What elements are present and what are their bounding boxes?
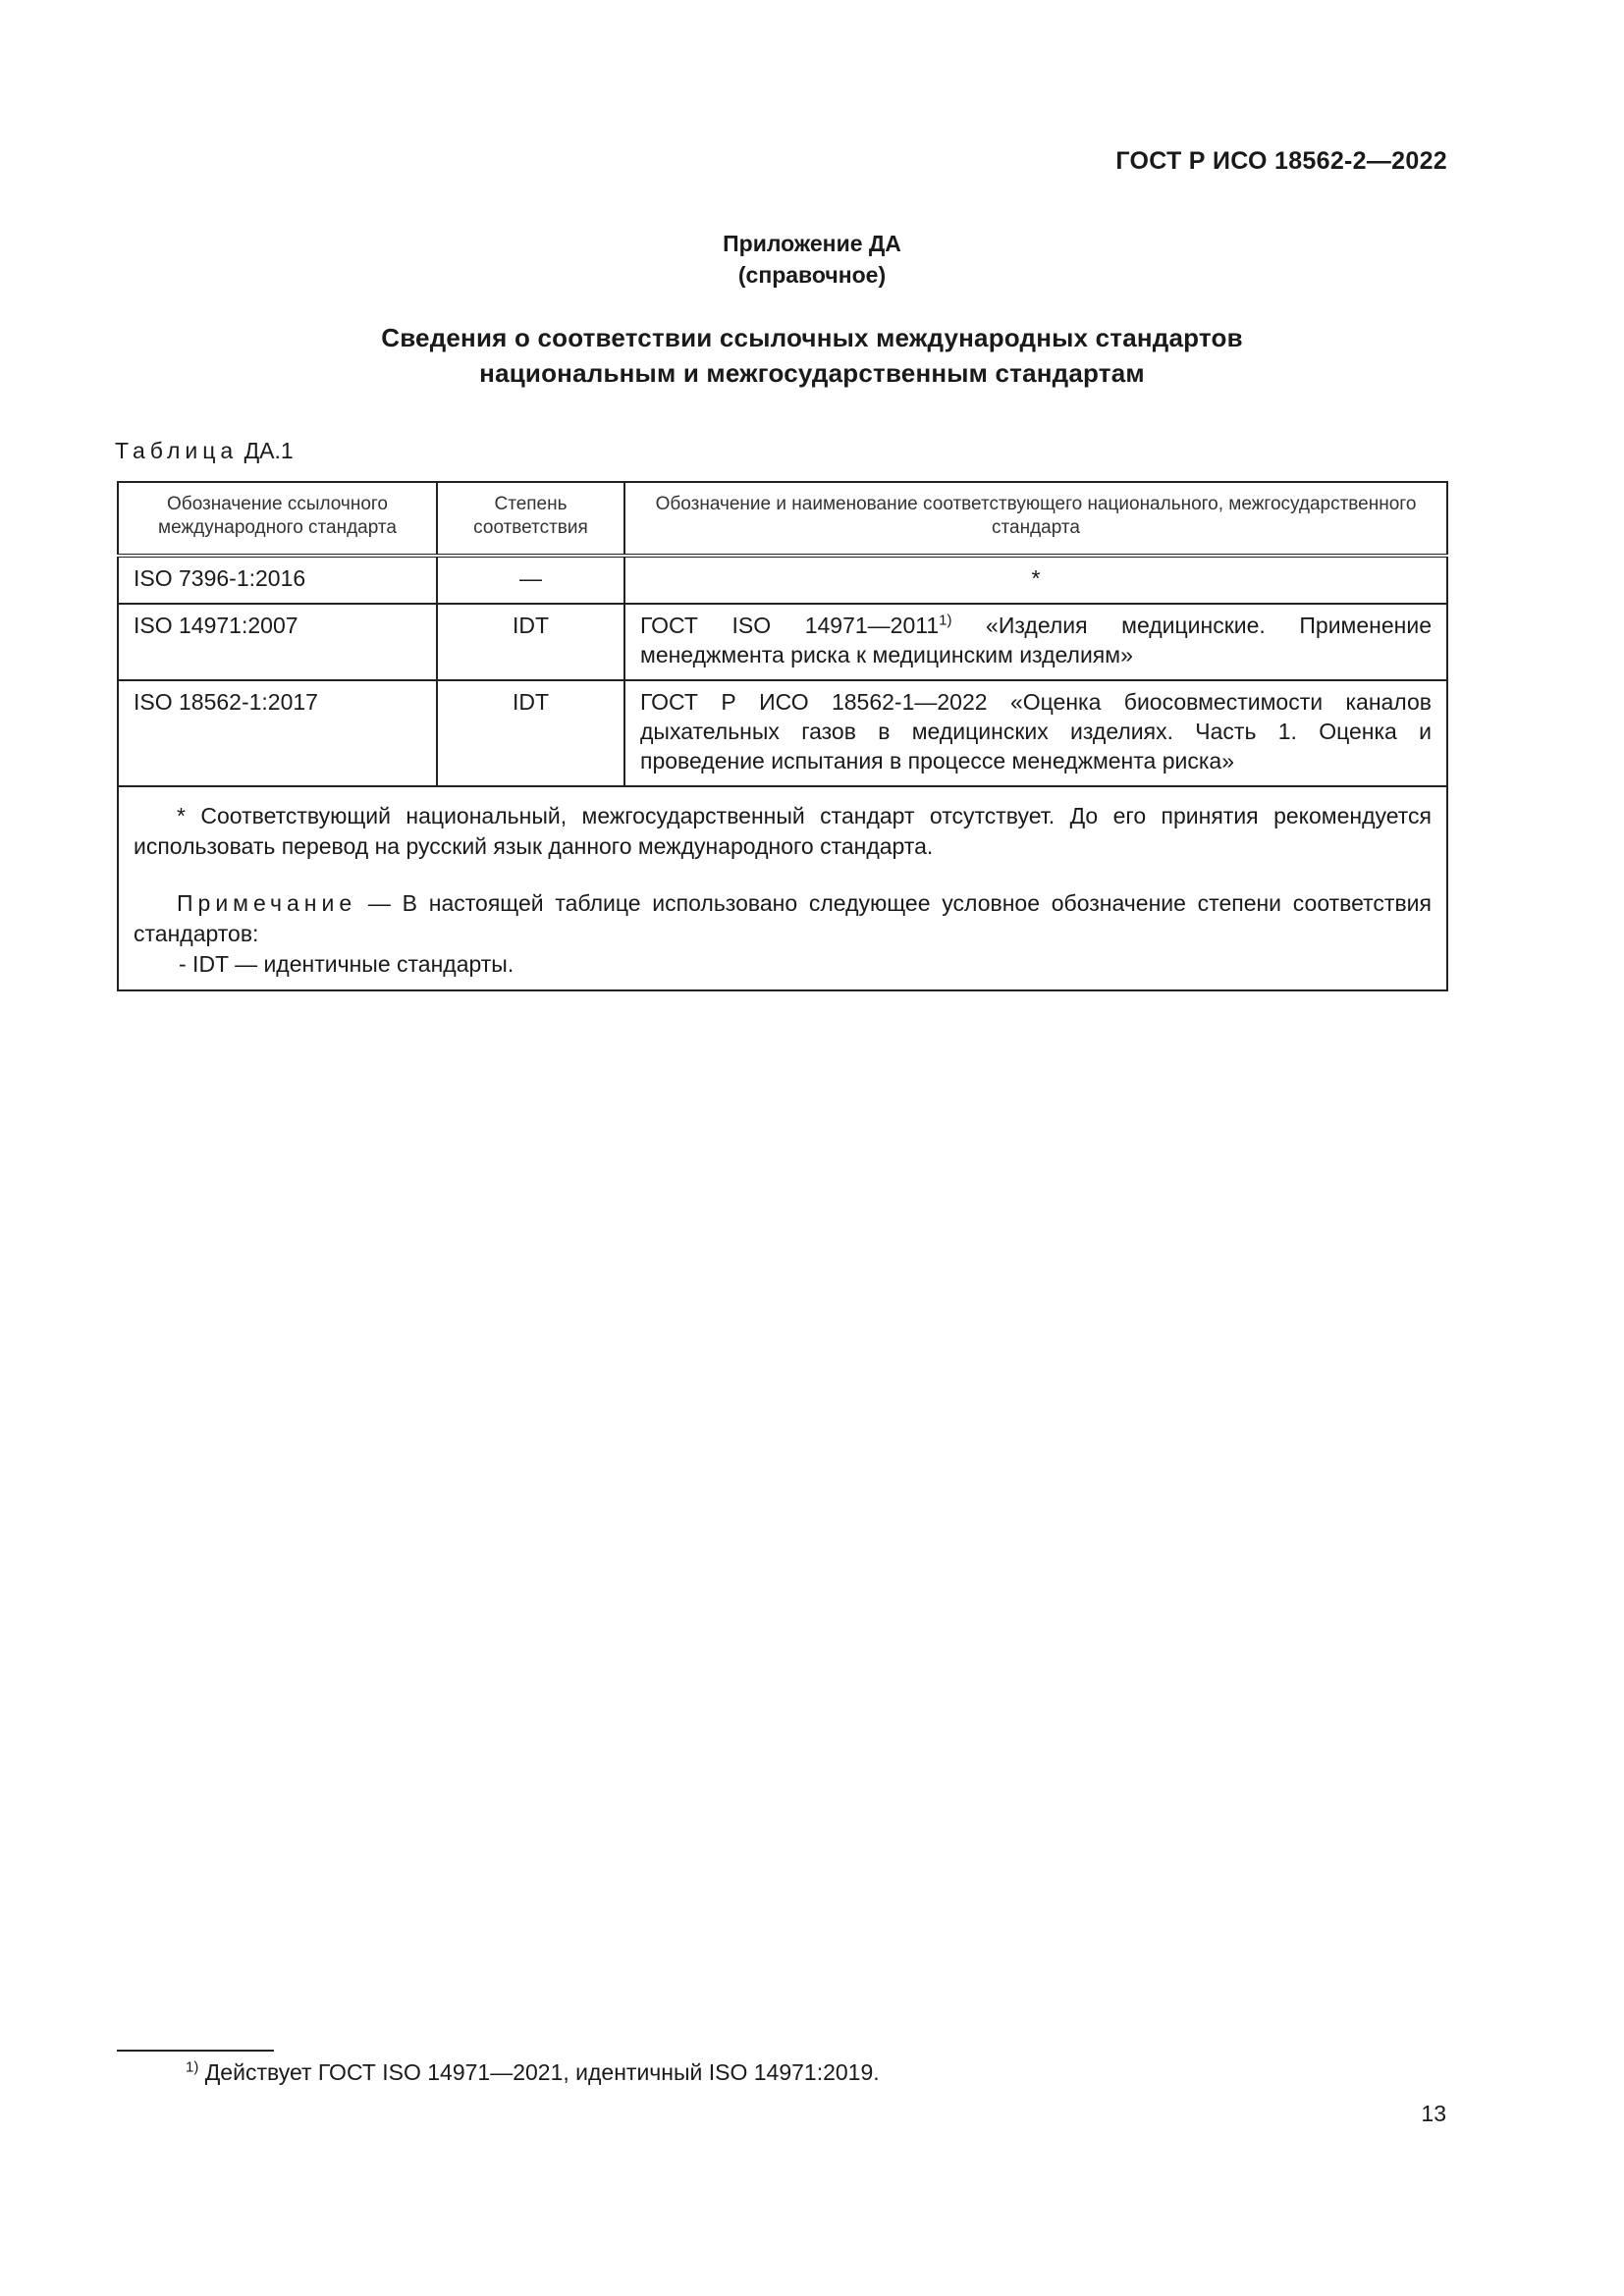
- header-ref-standard: Обозначение ссылочного международного стандарта: [118, 482, 437, 556]
- annex-title: Приложение ДА: [723, 231, 901, 256]
- table-footer: [118, 786, 1447, 990]
- asterisk-note: * Соответствующий национальный, межгосударственный стандарт отсутствует. До его принятия рекомендуется использовать перевод на русский язык данного международного стандарта.: [134, 803, 1432, 859]
- table-label-prefix: Таблица: [115, 438, 239, 463]
- document-id: ГОСТ Р ИСО 18562-2—2022: [1115, 147, 1447, 175]
- section-title-line-1: Сведения о соответствии ссылочных международных стандартов: [381, 323, 1243, 352]
- cell-degree: IDT: [437, 604, 624, 680]
- note-item: - IDT — идентичные стандарты.: [179, 951, 514, 977]
- note-label: Примечание: [177, 890, 357, 916]
- header-degree: Степень соответствия: [437, 482, 624, 556]
- annex-heading: [0, 228, 1624, 291]
- table-row: [118, 604, 1447, 680]
- footnote-divider: [117, 2050, 274, 2052]
- cell-degree: —: [437, 556, 624, 604]
- cell-ref-standard: ISO 18562-1:2017: [118, 680, 437, 786]
- cell-national-standard: ГОСТ Р ИСО 18562-1—2022 «Оценка биосовместимости каналов дыхательных газов в медицинских изделиях. Часть 1. Оценка и проведение испытания в процессе менеджмента риска»: [624, 680, 1447, 786]
- footnote-text: Действует ГОСТ ISO 14971—2021, идентичный ISO 14971:2019.: [198, 2059, 880, 2085]
- cell-national-standard: *: [624, 556, 1447, 604]
- table-footer-row: [118, 786, 1447, 990]
- section-title-line-2: национальным и межгосударственным стандартам: [479, 358, 1145, 388]
- section-title: [0, 320, 1624, 391]
- cell-degree: IDT: [437, 680, 624, 786]
- page-number: 13: [1421, 2101, 1446, 2126]
- annex-subtitle: (справочное): [737, 262, 887, 288]
- table-label-number: ДА.1: [244, 438, 294, 463]
- national-standard-code: ГОСТ ISO 14971—2011: [640, 613, 940, 638]
- footnote-ref: 1): [939, 612, 952, 629]
- footnote-marker: 1): [186, 2058, 199, 2076]
- header-national-standard: Обозначение и наименование соответствующего национального, межгосударственного стандарта: [624, 482, 1447, 556]
- note-text: — В настоящей таблице использовано следующее условное обозначение степени соответствия стандартов:: [134, 890, 1432, 946]
- cell-ref-standard: ISO 14971:2007: [118, 604, 437, 680]
- table-note: [134, 888, 1432, 949]
- cell-ref-standard: ISO 7396-1:2016: [118, 556, 437, 604]
- national-standard-title: «Изделия медицинские. Применение менеджмента риска к медицинским изделиям»: [640, 613, 1432, 667]
- footnote: [186, 2057, 880, 2087]
- table-header-row: [118, 482, 1447, 556]
- table-row: [118, 556, 1447, 604]
- cell-national-standard: [624, 604, 1447, 680]
- correspondence-table: [117, 481, 1448, 991]
- table-label: [115, 438, 294, 464]
- table-row: [118, 680, 1447, 786]
